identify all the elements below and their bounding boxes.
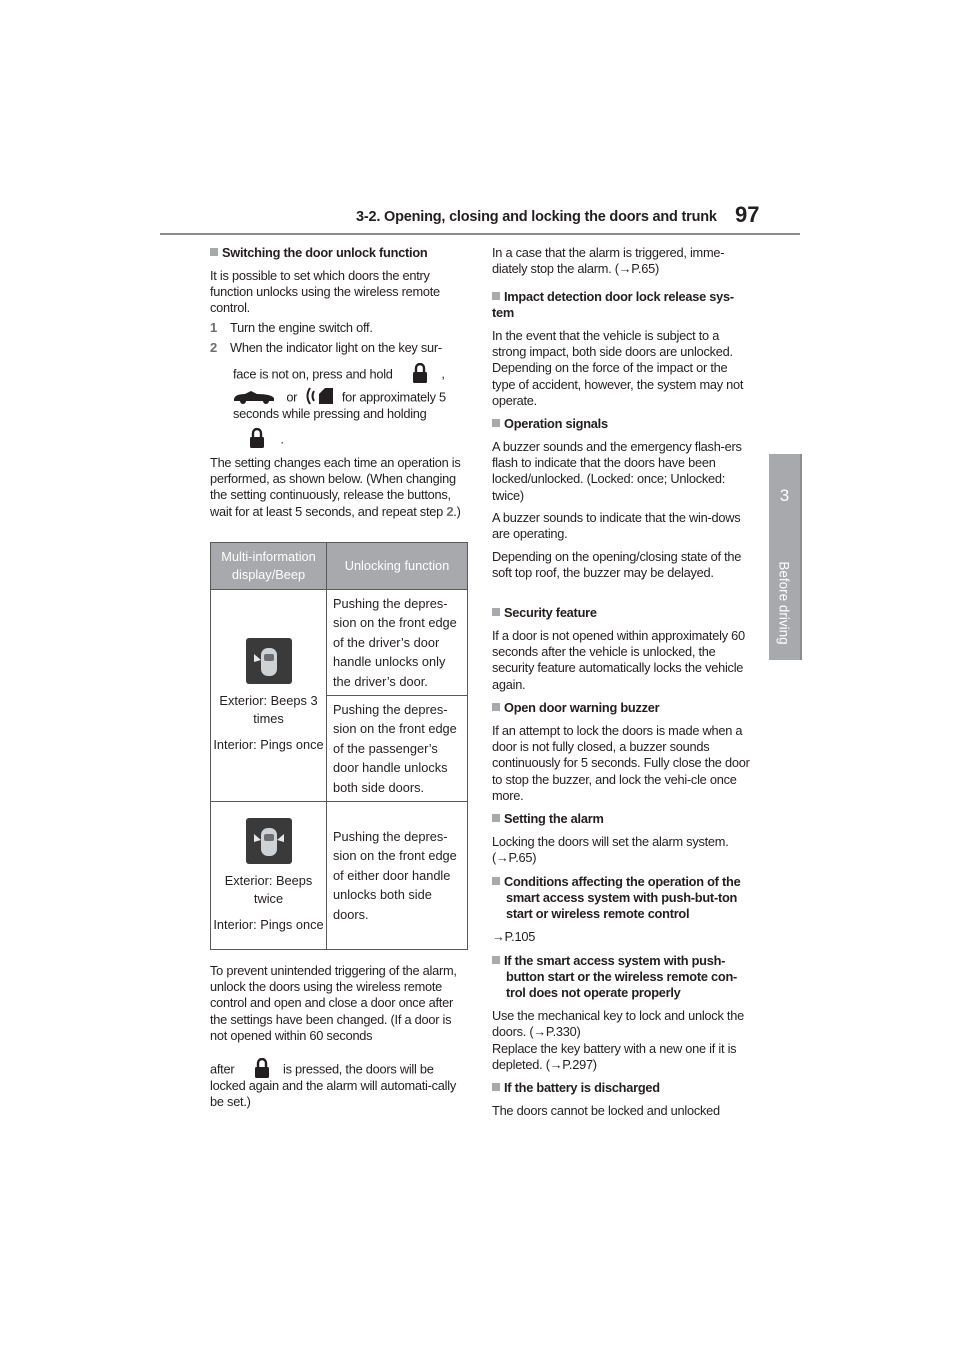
bullet-square-icon — [492, 419, 500, 427]
table-cell-display-2: Exterior: Beeps twice Interior: Pings once — [211, 802, 327, 950]
heading-conditions: Conditions affecting the operation of the smart access system with push-but-ton start or wireless remote control — [492, 874, 750, 923]
heading-battery: If the battery is discharged — [492, 1080, 750, 1096]
setting-paragraph: The setting changes each time an operation is performed, as shown below. (When changing the setting continuously, release the buttons, wait for at least 5 seconds, and repeat step 2.) — [210, 455, 461, 519]
lock-button-icon — [412, 363, 428, 387]
step-2-line-c: or for approximately 5 — [233, 386, 468, 410]
bullet-square-icon — [210, 248, 218, 256]
heading-signals: Operation signals — [492, 416, 750, 432]
signals-paragraph-3: Depending on the opening/closing state of the soft top roof, the buzzer may be delayed. — [492, 549, 742, 581]
step-2-line-d: seconds while pressing and holding — [233, 406, 427, 421]
driver-door-open-icon — [246, 638, 292, 684]
table-header-function: Unlocking function — [327, 543, 468, 590]
unlock-function-table — [210, 542, 468, 950]
conditions-paragraph: →P.105 — [492, 929, 536, 944]
table-cell-function-2: Pushing the depres-sion on the front edge of the passenger’s door handle unlocks both side doors. — [327, 696, 468, 802]
alarm-triggered-paragraph: In a case that the alarm is triggered, imme-diately stop the alarm. (→P.65) — [492, 245, 725, 277]
signals-paragraph-2: A buzzer sounds to indicate that the win-dows are operating. — [492, 510, 741, 542]
alarm-paragraph: Locking the doors will set the alarm system. (→P.65) — [492, 834, 729, 866]
security-paragraph: If a door is not opened within approximately 60 seconds after the vehicle is unlocked, the security feature automatically locks the vehicle again. — [492, 628, 745, 692]
page-number: 97 — [735, 202, 760, 227]
heading-impact: Impact detection door lock release sys-tem — [492, 289, 734, 321]
step-1: 1 Turn the engine switch off. — [210, 320, 373, 335]
table-header-display: Multi-information display/Beep — [211, 543, 327, 590]
heading-switching: Switching the door unlock function — [210, 245, 470, 261]
step-2-line-b: face is not on, press and hold , — [233, 363, 468, 387]
table-cell-display-1: Exterior: Beeps 3 times Interior: Pings once — [211, 590, 327, 802]
impact-paragraph: In the event that the vehicle is subject to a strong impact, both side doors are unlocked. Depending on the force of the impact or the type of accident, however, the system may not operate. — [492, 328, 744, 408]
step-2-line-e: . — [233, 428, 468, 452]
bullet-square-icon — [492, 608, 500, 616]
bullet-square-icon — [492, 877, 500, 885]
heading-security: Security feature — [492, 605, 750, 621]
bullet-square-icon — [492, 292, 500, 300]
chapter-label: Before driving — [776, 561, 792, 645]
bullet-square-icon — [492, 956, 500, 964]
intro-paragraph: It is possible to set which doors the entry function unlocks using the wireless remote control. — [210, 268, 440, 316]
section-title: 3-2. Opening, closing and locking the doors and trunk — [356, 209, 717, 225]
table-cell-function-1: Pushing the depres-sion on the front edge of the driver’s door handle unlocks only the driver’s door. — [327, 590, 468, 696]
bullet-square-icon — [492, 1083, 500, 1091]
bullet-square-icon — [492, 703, 500, 711]
prevent-line-after: after is pressed, the doors will be — [210, 1058, 468, 1082]
signals-paragraph-1: A buzzer sounds and the emergency flash-ers flash to indicate that the doors have been locked/unlocked. (Locked: once; Unlocked: twice) — [492, 439, 742, 503]
prevent-paragraph-end: locked again and the alarm will automati-cally be set.) — [210, 1078, 456, 1110]
heading-not-operate: If the smart access system with push-button start or the wireless remote con-trol does not operate properly — [492, 953, 750, 1002]
chapter-number: 3 — [779, 486, 790, 505]
table-cell-function-3: Pushing the depres-sion on the front edge of either door handle unlocks both side doors. — [327, 802, 468, 950]
step-2-line-a: 2 When the indicator light on the key sur- — [210, 340, 442, 355]
chapter-tab-rule — [800, 454, 802, 660]
open-door-paragraph: If an attempt to lock the doors is made when a door is not fully closed, a buzzer sounds continuously for 5 seconds. Fully close the door to stop the buzzer, and lock the vehi-cle once more. — [492, 723, 750, 803]
heading-alarm: Setting the alarm — [492, 811, 750, 827]
header-rule — [160, 233, 800, 235]
bullet-square-icon — [492, 814, 500, 822]
lock-button-icon — [249, 428, 265, 452]
battery-paragraph: The doors cannot be locked and unlocked — [492, 1103, 720, 1118]
prevent-paragraph: To prevent unintended triggering of the alarm, unlock the doors using the wireless remote control and open and close a door once after the settings have been changed. (If a door is not opened within 60 seconds — [210, 963, 457, 1043]
both-doors-open-icon — [246, 818, 292, 864]
not-operate-paragraph-1: Use the mechanical key to lock and unlock the doors. (→P.330) — [492, 1008, 744, 1040]
not-operate-paragraph-2: Replace the key battery with a new one if it is depleted. (→P.297) — [492, 1041, 737, 1073]
heading-open-door: Open door warning buzzer — [492, 700, 750, 716]
